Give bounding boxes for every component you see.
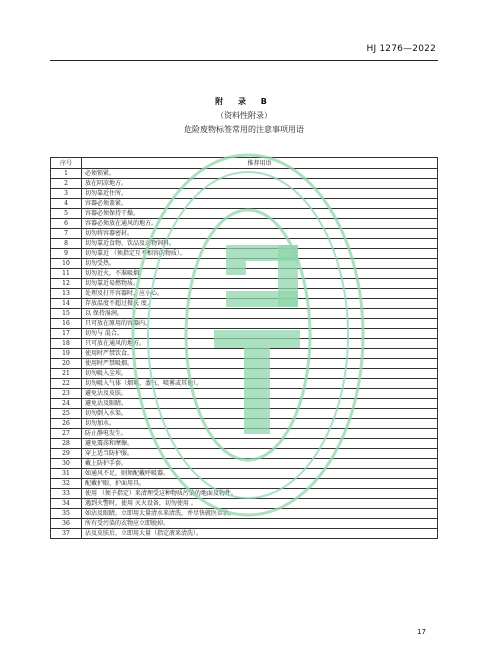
table-row xyxy=(51,419,438,429)
row-number: 37 xyxy=(51,529,82,539)
row-number: 16 xyxy=(51,319,82,329)
row-number: 20 xyxy=(51,359,82,369)
row-number: 3 xyxy=(51,189,82,199)
recommended-term: 所有受污染的衣物应立即脱掉。 xyxy=(82,519,438,529)
recommended-term: 处理及打开容器时，应小心。 xyxy=(82,289,438,299)
row-number: 10 xyxy=(51,259,82,269)
table-row xyxy=(51,209,438,219)
table-row xyxy=(51,399,438,409)
row-number: 7 xyxy=(51,229,82,239)
precaution-terms-table xyxy=(50,157,438,539)
table-row xyxy=(51,239,438,249)
appendix-heading xyxy=(0,96,488,135)
table-row xyxy=(51,469,438,479)
row-number: 29 xyxy=(51,449,82,459)
table-row xyxy=(51,339,438,349)
table-row xyxy=(51,169,438,179)
table-row xyxy=(51,379,438,389)
row-number: 34 xyxy=(51,499,82,509)
row-number: 26 xyxy=(51,419,82,429)
recommended-term: 切勿靠近 （须指定互不相容的物质）。 xyxy=(82,249,438,259)
table-row xyxy=(51,439,438,449)
table-row xyxy=(51,409,438,419)
recommended-term: 容器必须盖紧。 xyxy=(82,199,438,209)
table-row xyxy=(51,479,438,489)
recommended-term: 戴上防护手套。 xyxy=(82,459,438,469)
table-header-row xyxy=(51,158,438,169)
table-row xyxy=(51,269,438,279)
recommended-term: 避免沾及眼睛。 xyxy=(82,399,438,409)
recommended-term: 切勿加水。 xyxy=(82,419,438,429)
row-number: 15 xyxy=(51,309,82,319)
row-number: 32 xyxy=(51,479,82,489)
table-row xyxy=(51,509,438,519)
row-number: 11 xyxy=(51,269,82,279)
recommended-term: 只可放在原用的容器内。 xyxy=(82,319,438,329)
row-number: 5 xyxy=(51,209,82,219)
table-row xyxy=(51,299,438,309)
row-number: 1 xyxy=(51,169,82,179)
table-row xyxy=(51,279,438,289)
row-number: 21 xyxy=(51,369,82,379)
row-number: 27 xyxy=(51,429,82,439)
standard-code: HJ 1276—2022 xyxy=(366,44,436,54)
header-rule xyxy=(50,60,438,61)
recommended-term: 沾及皮肤后，立即用大量（指定液来清洗）。 xyxy=(82,529,438,539)
row-number: 2 xyxy=(51,179,82,189)
table-row xyxy=(51,499,438,509)
appendix-title: 附 录 B xyxy=(215,97,273,106)
row-number: 35 xyxy=(51,509,82,519)
recommended-term: 容器必须保持干燥。 xyxy=(82,209,438,219)
row-number: 23 xyxy=(51,389,82,399)
recommended-term: 如通风不足，则须配戴呼吸器。 xyxy=(82,469,438,479)
row-number: 28 xyxy=(51,439,82,449)
appendix-name: 危险废物标签常用的注意事项用语 xyxy=(184,125,304,134)
recommended-term: 切勿倒入水渠。 xyxy=(82,409,438,419)
row-number: 22 xyxy=(51,379,82,389)
table-row xyxy=(51,519,438,529)
recommended-term: 切勿吸入气体（烟雾、蒸气、喷雾或其他）。 xyxy=(82,379,438,389)
recommended-term: 切勿受热。 xyxy=(82,259,438,269)
table-row xyxy=(51,389,438,399)
table-row xyxy=(51,329,438,339)
recommended-term: 避免沾及皮肤。 xyxy=(82,389,438,399)
recommended-term: 避免震荡和摩擦。 xyxy=(82,439,438,449)
row-number: 18 xyxy=(51,339,82,349)
recommended-term: 配戴护眼、护面用具。 xyxy=(82,479,438,489)
recommended-term: 只可放在通风的地方。 xyxy=(82,339,438,349)
table-row xyxy=(51,179,438,189)
row-number: 31 xyxy=(51,469,82,479)
table-row xyxy=(51,189,438,199)
recommended-term: 使用时严禁饮食。 xyxy=(82,349,438,359)
row-number: 6 xyxy=(51,219,82,229)
table-row xyxy=(51,429,438,439)
recommended-term: 切勿靠近易燃物质。 xyxy=(82,279,438,289)
recommended-term: 切勿靠近住所。 xyxy=(82,189,438,199)
row-number: 9 xyxy=(51,249,82,259)
row-number: 33 xyxy=(51,489,82,499)
table-row xyxy=(51,359,438,369)
row-number: 36 xyxy=(51,519,82,529)
row-number: 13 xyxy=(51,289,82,299)
appendix-subtitle: （资料性附录） xyxy=(216,111,272,120)
table-row xyxy=(51,459,438,469)
recommended-term: 切勿与 混合。 xyxy=(82,329,438,339)
table-row xyxy=(51,229,438,239)
page-number: 17 xyxy=(417,628,426,636)
table-row xyxy=(51,219,438,229)
recommended-term: 存放温度不超过摄氏 度。 xyxy=(82,299,438,309)
recommended-term: 穿上适当防护服。 xyxy=(82,449,438,459)
recommended-term: 防止静电发生。 xyxy=(82,429,438,439)
table-row xyxy=(51,489,438,499)
table-row xyxy=(51,529,438,539)
table-row xyxy=(51,309,438,319)
recommended-term: 切勿吸入尘埃。 xyxy=(82,369,438,379)
row-number: 17 xyxy=(51,329,82,339)
recommended-term: 切勿将容器密封。 xyxy=(82,229,438,239)
table-row xyxy=(51,259,438,269)
table-row xyxy=(51,319,438,329)
table-row xyxy=(51,449,438,459)
column-header-no: 序号 xyxy=(51,158,82,169)
recommended-term: 切勿靠近食物、饮品及动物饲料。 xyxy=(82,239,438,249)
row-number: 8 xyxy=(51,239,82,249)
recommended-term: 如沾及眼睛，立即用大量清水来清洗，并尽快就医诊治。 xyxy=(82,509,438,519)
recommended-term: 放在阴凉地方。 xyxy=(82,179,438,189)
table-row xyxy=(51,349,438,359)
row-number: 24 xyxy=(51,399,82,409)
table-row xyxy=(51,289,438,299)
recommended-term: 容器必须放在通风的地方。 xyxy=(82,219,438,229)
recommended-term: 必须锁紧。 xyxy=(82,169,438,179)
row-number: 12 xyxy=(51,279,82,289)
row-number: 4 xyxy=(51,199,82,209)
row-number: 25 xyxy=(51,409,82,419)
column-header-term: 推荐用语 xyxy=(82,158,438,169)
row-number: 14 xyxy=(51,299,82,309)
table-row xyxy=(51,249,438,259)
recommended-term: 使用时严禁吸烟。 xyxy=(82,359,438,369)
row-number: 19 xyxy=(51,349,82,359)
recommended-term: 使用 （须予指定）来清理受这种物质污染的地面及物件。 xyxy=(82,489,438,499)
row-number: 30 xyxy=(51,459,82,469)
table-row xyxy=(51,369,438,379)
recommended-term: 遇到火警时，使用 灭火设备，切勿使用 。 xyxy=(82,499,438,509)
recommended-term: 以 保持湿润。 xyxy=(82,309,438,319)
table-row xyxy=(51,199,438,209)
recommended-term: 切勿近火，不准吸烟。 xyxy=(82,269,438,279)
